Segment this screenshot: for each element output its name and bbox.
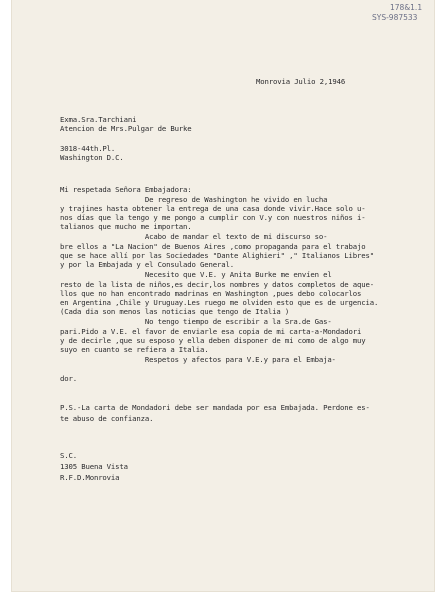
body-line: De regreso de Washington he vivido en lucha bbox=[60, 195, 328, 204]
body-line: bre ellos a "La Nacion" de Buenos Aires ,como propaganda para el trabajo bbox=[60, 242, 366, 251]
body-line: en Argentina ,Chile y Uruguay.Les ruego me olviden esto que es de urgencia. bbox=[60, 298, 379, 307]
recipient-line: Atencion de Mrs.Pulgar de Burke bbox=[60, 124, 192, 133]
body-line: Necesito que V.E. y Anita Burke me envíen el bbox=[60, 270, 332, 279]
body-line: Respetos y afectos para V.E.y para el Embaja- bbox=[60, 355, 336, 364]
archive-reference-code: SYS-987533 bbox=[372, 13, 418, 22]
body-line: dor. bbox=[60, 374, 77, 383]
body-line: resto de la lista de niños,es decir,los nombres y datos completos de aque- bbox=[60, 280, 374, 289]
body-line: pari.Pido a V.E. el favor de enviarle esa copia de mi carta-a-Mondadori bbox=[60, 327, 362, 336]
sender-line: 1305 Buena Vista bbox=[60, 462, 128, 471]
sender-line: R.F.D.Monrovia bbox=[60, 473, 120, 482]
letter-page bbox=[12, 0, 434, 591]
sender-line: S.C. bbox=[60, 451, 77, 460]
address-line: 3018-44th.Pl. bbox=[60, 144, 116, 153]
body-line: Acabo de mandar el texto de mi discurso so- bbox=[60, 232, 328, 241]
body-line: (Cada dia son menos las noticias que tengo de Italia ) bbox=[60, 307, 290, 316]
address-line: Washington D.C. bbox=[60, 153, 124, 162]
body-line: y de decirle ,que su esposo y ella deben disponer de mi como de algo muy bbox=[60, 336, 366, 345]
body-line: llos que no han encontrado madrinas en Washington ,pues debo colocarlos bbox=[60, 289, 362, 298]
body-line: suyo en cuanto se refiera a Italia. bbox=[60, 345, 209, 354]
recipient-line: Exma.Sra.Tarchiani bbox=[60, 115, 137, 124]
postscript-line: P.S.-La carta de Mondadori debe ser mandada por esa Embajada. Perdone es- bbox=[60, 403, 370, 412]
postscript-line: te abuso de confianza. bbox=[60, 414, 154, 423]
body-line: nos días que la tengo y me pongo a cumplir con V.y con nuestros niños i- bbox=[60, 213, 366, 222]
body-line: y trajines hasta obtener la entrega de una casa donde vivir.Hace solo u- bbox=[60, 204, 366, 213]
body-line: y por la Embajada y el Consulado General. bbox=[60, 260, 234, 269]
body-line: No tengo tiempo de escribir a la Sra.de Gas- bbox=[60, 317, 332, 326]
place-date: Monrovia Julio 2,1946 bbox=[256, 77, 346, 86]
salutation: Mi respetada Señora Embajadora: bbox=[60, 185, 192, 194]
body-line: talianos que mucho me importan. bbox=[60, 222, 192, 231]
body-line: que se hace allí por las Sociedades "Dante Alighieri" ," Italianos Libres" bbox=[60, 251, 374, 260]
archive-reference-top: 178&1.1 bbox=[390, 3, 423, 12]
